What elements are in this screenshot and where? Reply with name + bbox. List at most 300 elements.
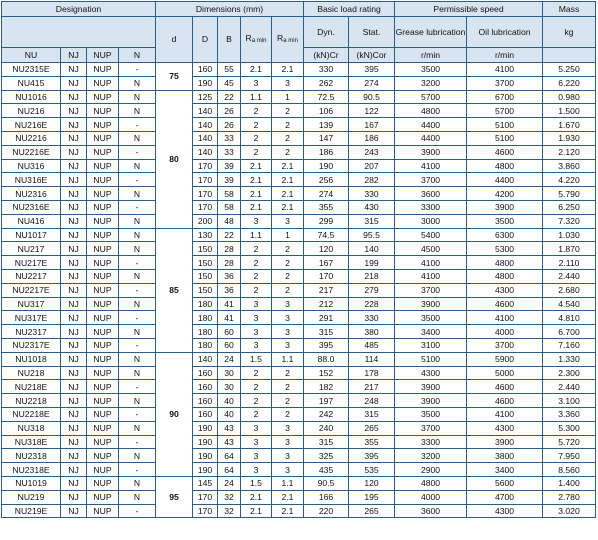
oil-speed-cell: 6300	[467, 228, 543, 242]
rb-min-cell: 2.1	[272, 187, 304, 201]
dyn-cell: 147	[304, 131, 349, 145]
D-cell: 150	[193, 256, 218, 270]
B-cell: 28	[218, 256, 241, 270]
oil-speed-cell: 4000	[467, 325, 543, 339]
n-cell: N	[119, 76, 156, 90]
kncor-header: (kN)Cor	[349, 48, 395, 63]
ra-main: R	[245, 32, 252, 43]
oil-speed-cell: 4600	[467, 145, 543, 159]
grease-speed-cell: 4800	[395, 104, 467, 118]
grease-speed-cell: 2900	[395, 463, 467, 477]
stat-cell: 217	[349, 380, 395, 394]
rb-min-cell: 1.1	[272, 476, 304, 490]
n-cell: N	[119, 269, 156, 283]
grease-speed-cell: 3500	[395, 311, 467, 325]
stat-cell: 330	[349, 311, 395, 325]
ra-min-cell: 2	[241, 242, 272, 256]
grease-speed-cell: 5700	[395, 90, 467, 104]
nu-cell: NU216	[2, 104, 61, 118]
dyn-cell: 88.0	[304, 352, 349, 366]
n-cell: N	[119, 242, 156, 256]
n-cell: -	[119, 338, 156, 352]
table-row	[2, 145, 596, 159]
nj-cell: NJ	[61, 449, 87, 463]
B-cell: 58	[218, 187, 241, 201]
designation-spacer	[2, 17, 156, 48]
oil-speed-cell: 4400	[467, 173, 543, 187]
D-cell: 125	[193, 90, 218, 104]
D-cell: 190	[193, 435, 218, 449]
table-row	[2, 366, 596, 380]
grease-speed-cell: 3500	[395, 407, 467, 421]
nup-cell: NUP	[87, 311, 119, 325]
grease-speed-cell: 3900	[395, 380, 467, 394]
stat-cell: 120	[349, 476, 395, 490]
dyn-cell: 315	[304, 435, 349, 449]
oil-speed-cell: 4300	[467, 421, 543, 435]
stat-cell: 485	[349, 338, 395, 352]
dyn-cell: 240	[304, 421, 349, 435]
mass-cell: 2.440	[543, 269, 596, 283]
D-cell: 160	[193, 366, 218, 380]
nu-cell: NU1018	[2, 352, 61, 366]
B-header: B	[218, 17, 241, 63]
B-cell: 64	[218, 463, 241, 477]
basic-load-header: Basic load rating	[304, 2, 395, 17]
nup-cell: NUP	[87, 242, 119, 256]
ra-sub: a min	[251, 37, 267, 44]
D-cell: 170	[193, 187, 218, 201]
oil-speed-cell: 3700	[467, 76, 543, 90]
table-row	[2, 463, 596, 477]
n-cell: N	[119, 187, 156, 201]
table-row	[2, 118, 596, 132]
D-cell: 150	[193, 269, 218, 283]
mass-cell: 1.030	[543, 228, 596, 242]
grease-speed-cell: 4100	[395, 269, 467, 283]
ra-min-cell: 2	[241, 380, 272, 394]
D-cell: 160	[193, 380, 218, 394]
nj-cell: NJ	[61, 173, 87, 187]
grease-unit-header: r/min	[395, 48, 467, 63]
table-row	[2, 214, 596, 228]
n-cell: N	[119, 104, 156, 118]
n-cell: N	[119, 476, 156, 490]
ra-min-cell: 3	[241, 449, 272, 463]
stat-cell: 315	[349, 407, 395, 421]
table-row	[2, 490, 596, 504]
stat-header: Stat.	[349, 17, 395, 48]
mass-cell: 3.860	[543, 159, 596, 173]
nj-cell: NJ	[61, 283, 87, 297]
ra-min-header	[241, 17, 272, 63]
stat-cell: 330	[349, 187, 395, 201]
nj-cell: NJ	[61, 269, 87, 283]
nu-cell: NU318	[2, 421, 61, 435]
nj-cell: NJ	[61, 90, 87, 104]
nj-cell: NJ	[61, 214, 87, 228]
kncr-header: (kN)Cr	[304, 48, 349, 63]
D-cell: 170	[193, 490, 218, 504]
nup-cell: NUP	[87, 145, 119, 159]
ra-min-cell: 2.1	[241, 173, 272, 187]
n-cell: -	[119, 407, 156, 421]
n-cell: N	[119, 159, 156, 173]
n-cell: -	[119, 173, 156, 187]
D-cell: 140	[193, 145, 218, 159]
stat-cell: 207	[349, 159, 395, 173]
rb-min-cell: 3	[272, 421, 304, 435]
bore-d-cell: 80	[156, 90, 193, 228]
kg-header: kg	[543, 17, 596, 48]
nu-cell: NU219E	[2, 504, 61, 518]
B-cell: 45	[218, 76, 241, 90]
stat-cell: 90.5	[349, 90, 395, 104]
mass-cell: 5.720	[543, 435, 596, 449]
rb-min-cell: 3	[272, 325, 304, 339]
ra-min-cell: 2	[241, 366, 272, 380]
n-cell: N	[119, 394, 156, 408]
nu-cell: NU2217	[2, 269, 61, 283]
grease-speed-cell: 4000	[395, 490, 467, 504]
table-row	[2, 352, 596, 366]
dyn-cell: 212	[304, 297, 349, 311]
table-row	[2, 173, 596, 187]
mass-cell: 0.980	[543, 90, 596, 104]
grease-speed-cell: 3900	[395, 145, 467, 159]
ra-min-cell: 1.5	[241, 476, 272, 490]
nj-cell: NJ	[61, 407, 87, 421]
oil-speed-cell: 4100	[467, 311, 543, 325]
nu-cell: NU217	[2, 242, 61, 256]
dyn-cell: 330	[304, 63, 349, 77]
n-cell: -	[119, 63, 156, 77]
mass-cell: 2.110	[543, 256, 596, 270]
oil-speed-cell: 4600	[467, 380, 543, 394]
B-cell: 33	[218, 145, 241, 159]
ra-min-cell: 2	[241, 394, 272, 408]
rb-main: R	[277, 32, 284, 43]
n-cell: N	[119, 325, 156, 339]
grease-speed-cell: 3300	[395, 435, 467, 449]
nup-header: NUP	[87, 48, 119, 63]
nu-cell: NU317E	[2, 311, 61, 325]
table-row	[2, 311, 596, 325]
nu-cell: NU416	[2, 214, 61, 228]
rb-min-cell: 3	[272, 311, 304, 325]
nup-cell: NUP	[87, 407, 119, 421]
nup-cell: NUP	[87, 63, 119, 77]
nj-cell: NJ	[61, 159, 87, 173]
nu-cell: NU1017	[2, 228, 61, 242]
D-cell: 150	[193, 242, 218, 256]
n-cell: -	[119, 504, 156, 518]
B-cell: 39	[218, 173, 241, 187]
rb-min-cell: 1.1	[272, 352, 304, 366]
oil-speed-cell: 4600	[467, 394, 543, 408]
dyn-cell: 220	[304, 504, 349, 518]
n-cell: N	[119, 490, 156, 504]
mass-cell: 4.540	[543, 297, 596, 311]
table-row	[2, 242, 596, 256]
ra-min-cell: 2.1	[241, 504, 272, 518]
stat-cell: 395	[349, 449, 395, 463]
dyn-cell: 299	[304, 214, 349, 228]
rb-min-cell: 3	[272, 449, 304, 463]
dyn-cell: 74.5	[304, 228, 349, 242]
oil-speed-cell: 3500	[467, 214, 543, 228]
nup-cell: NUP	[87, 283, 119, 297]
grease-speed-cell: 3000	[395, 214, 467, 228]
nj-header: NJ	[61, 48, 87, 63]
oil-speed-cell: 4600	[467, 297, 543, 311]
rb-min-cell: 2	[272, 407, 304, 421]
rb-min-cell: 3	[272, 297, 304, 311]
table-row	[2, 256, 596, 270]
D-cell: 140	[193, 118, 218, 132]
B-cell: 32	[218, 490, 241, 504]
D-cell: 180	[193, 325, 218, 339]
ra-min-cell: 3	[241, 338, 272, 352]
nu-cell: NU2315E	[2, 63, 61, 77]
bearing-spec-table	[1, 1, 596, 518]
mass-cell: 3.360	[543, 407, 596, 421]
rb-min-cell: 3	[272, 435, 304, 449]
nu-cell: NU2216	[2, 131, 61, 145]
D-cell: 150	[193, 283, 218, 297]
stat-cell: 243	[349, 145, 395, 159]
n-header: N	[119, 48, 156, 63]
dyn-cell: 315	[304, 325, 349, 339]
nup-cell: NUP	[87, 421, 119, 435]
nu-cell: NU2317E	[2, 338, 61, 352]
D-cell: 190	[193, 449, 218, 463]
stat-cell: 535	[349, 463, 395, 477]
stat-cell: 186	[349, 131, 395, 145]
ra-min-cell: 2	[241, 104, 272, 118]
ra-min-cell: 2	[241, 118, 272, 132]
rb-min-cell: 2.1	[272, 173, 304, 187]
ra-min-cell: 3	[241, 297, 272, 311]
n-cell: N	[119, 297, 156, 311]
grease-speed-cell: 5100	[395, 352, 467, 366]
nu-cell: NU316	[2, 159, 61, 173]
oil-speed-cell: 4300	[467, 504, 543, 518]
mass-cell: 1.400	[543, 476, 596, 490]
D-cell: 170	[193, 504, 218, 518]
oil-speed-cell: 4100	[467, 407, 543, 421]
n-cell: -	[119, 463, 156, 477]
stat-cell: 355	[349, 435, 395, 449]
nup-cell: NUP	[87, 214, 119, 228]
mass-cell: 2.780	[543, 490, 596, 504]
D-cell: 190	[193, 463, 218, 477]
mass-cell: 7.950	[543, 449, 596, 463]
dyn-cell: 170	[304, 269, 349, 283]
dyn-cell: 435	[304, 463, 349, 477]
nup-cell: NUP	[87, 366, 119, 380]
designation-header: Designation	[2, 2, 156, 17]
nu-cell: NU2216E	[2, 145, 61, 159]
nj-cell: NJ	[61, 366, 87, 380]
d-header: d	[156, 17, 193, 63]
dyn-cell: 166	[304, 490, 349, 504]
dyn-cell: 182	[304, 380, 349, 394]
mass-cell: 1.930	[543, 131, 596, 145]
dyn-cell: 72.5	[304, 90, 349, 104]
D-cell: 170	[193, 159, 218, 173]
nup-cell: NUP	[87, 504, 119, 518]
B-cell: 24	[218, 352, 241, 366]
ra-min-cell: 2.1	[241, 490, 272, 504]
oil-speed-cell: 6700	[467, 90, 543, 104]
grease-speed-cell: 3700	[395, 173, 467, 187]
dyn-cell: 90.5	[304, 476, 349, 490]
table-row	[2, 104, 596, 118]
mass-cell: 8.560	[543, 463, 596, 477]
ra-min-cell: 2	[241, 283, 272, 297]
rb-min-cell: 3	[272, 338, 304, 352]
D-header: D	[193, 17, 218, 63]
rb-min-cell: 2	[272, 269, 304, 283]
dyn-cell: 120	[304, 242, 349, 256]
nu-cell: NU216E	[2, 118, 61, 132]
oil-speed-cell: 5700	[467, 104, 543, 118]
oil-speed-cell: 4100	[467, 63, 543, 77]
ra-min-cell: 1.5	[241, 352, 272, 366]
rb-min-header	[272, 17, 304, 63]
rb-min-cell: 2	[272, 366, 304, 380]
nj-cell: NJ	[61, 76, 87, 90]
D-cell: 140	[193, 352, 218, 366]
stat-cell: 315	[349, 214, 395, 228]
oil-header: Oil lubrication	[467, 17, 543, 48]
ra-min-cell: 2	[241, 256, 272, 270]
nj-cell: NJ	[61, 476, 87, 490]
D-cell: 145	[193, 476, 218, 490]
nup-cell: NUP	[87, 352, 119, 366]
dyn-cell: 355	[304, 200, 349, 214]
ra-min-cell: 2.1	[241, 63, 272, 77]
nj-cell: NJ	[61, 200, 87, 214]
nup-cell: NUP	[87, 449, 119, 463]
dyn-cell: 167	[304, 256, 349, 270]
rb-min-cell: 2.1	[272, 490, 304, 504]
grease-speed-cell: 3900	[395, 394, 467, 408]
n-cell: -	[119, 435, 156, 449]
ra-min-cell: 3	[241, 325, 272, 339]
B-cell: 60	[218, 325, 241, 339]
B-cell: 60	[218, 338, 241, 352]
rb-min-cell: 3	[272, 76, 304, 90]
dimensions-header: Dimensions (mm)	[156, 2, 304, 17]
B-cell: 64	[218, 449, 241, 463]
stat-cell: 122	[349, 104, 395, 118]
nu-cell: NU2318E	[2, 463, 61, 477]
mass-cell: 5.300	[543, 421, 596, 435]
ra-min-cell: 3	[241, 214, 272, 228]
grease-speed-cell: 3700	[395, 283, 467, 297]
B-cell: 30	[218, 366, 241, 380]
n-cell: N	[119, 228, 156, 242]
nu-cell: NU415	[2, 76, 61, 90]
mass-cell: 3.020	[543, 504, 596, 518]
nj-cell: NJ	[61, 187, 87, 201]
nu-header: NU	[2, 48, 61, 63]
D-cell: 180	[193, 338, 218, 352]
B-cell: 30	[218, 380, 241, 394]
nj-cell: NJ	[61, 394, 87, 408]
mass-cell: 6.220	[543, 76, 596, 90]
grease-speed-cell: 4100	[395, 256, 467, 270]
n-cell: N	[119, 449, 156, 463]
dyn-cell: 190	[304, 159, 349, 173]
oil-speed-cell: 5000	[467, 366, 543, 380]
nup-cell: NUP	[87, 173, 119, 187]
table-row	[2, 338, 596, 352]
ra-min-cell: 3	[241, 76, 272, 90]
D-cell: 190	[193, 421, 218, 435]
nup-cell: NUP	[87, 187, 119, 201]
n-cell: -	[119, 311, 156, 325]
nup-cell: NUP	[87, 90, 119, 104]
dyn-cell: 395	[304, 338, 349, 352]
nup-cell: NUP	[87, 228, 119, 242]
B-cell: 39	[218, 159, 241, 173]
D-cell: 200	[193, 214, 218, 228]
nup-cell: NUP	[87, 435, 119, 449]
stat-cell: 167	[349, 118, 395, 132]
nj-cell: NJ	[61, 145, 87, 159]
D-cell: 140	[193, 131, 218, 145]
nup-cell: NUP	[87, 118, 119, 132]
ra-min-cell: 1.1	[241, 228, 272, 242]
table-row	[2, 187, 596, 201]
grease-speed-cell: 3600	[395, 187, 467, 201]
ra-min-cell: 3	[241, 421, 272, 435]
B-cell: 32	[218, 504, 241, 518]
nup-cell: NUP	[87, 380, 119, 394]
dyn-cell: 262	[304, 76, 349, 90]
nu-cell: NU2318	[2, 449, 61, 463]
nup-cell: NUP	[87, 104, 119, 118]
stat-cell: 279	[349, 283, 395, 297]
nu-cell: NU1019	[2, 476, 61, 490]
table-row	[2, 325, 596, 339]
table-row	[2, 269, 596, 283]
table-body	[2, 63, 596, 518]
nj-cell: NJ	[61, 242, 87, 256]
rb-min-cell: 2	[272, 242, 304, 256]
B-cell: 33	[218, 131, 241, 145]
nu-cell: NU2317	[2, 325, 61, 339]
stat-cell: 380	[349, 325, 395, 339]
nj-cell: NJ	[61, 118, 87, 132]
B-cell: 22	[218, 228, 241, 242]
grease-speed-cell: 3400	[395, 325, 467, 339]
nj-cell: NJ	[61, 421, 87, 435]
grease-speed-cell: 4400	[395, 131, 467, 145]
stat-cell: 140	[349, 242, 395, 256]
oil-speed-cell: 4800	[467, 256, 543, 270]
table-row	[2, 228, 596, 242]
mass-cell: 2.440	[543, 380, 596, 394]
D-cell: 180	[193, 297, 218, 311]
grease-speed-cell: 3600	[395, 504, 467, 518]
nup-cell: NUP	[87, 269, 119, 283]
table-row	[2, 449, 596, 463]
B-cell: 40	[218, 407, 241, 421]
